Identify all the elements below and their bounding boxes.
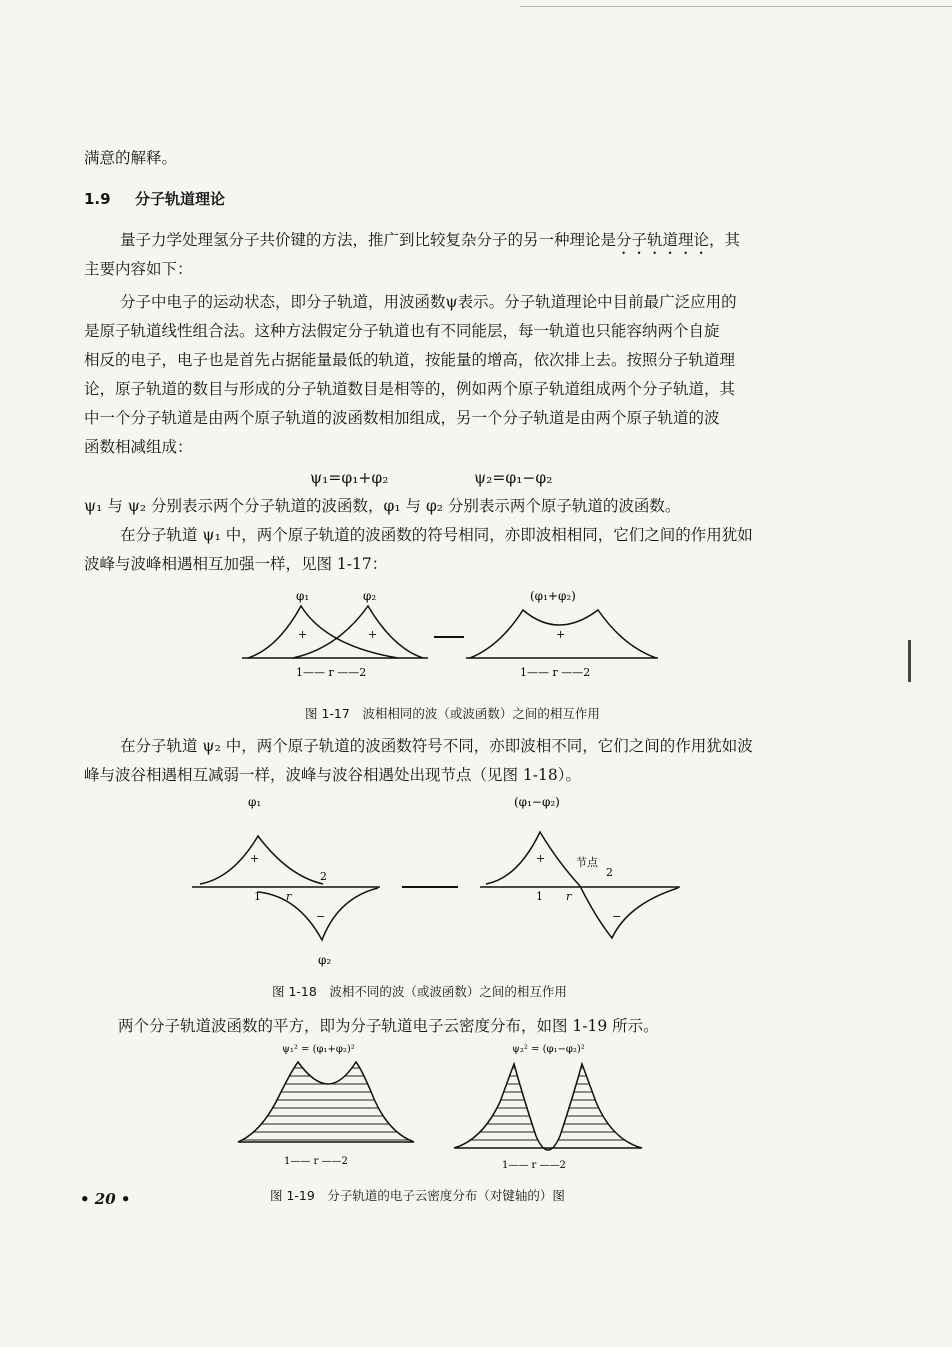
figure-1-18-caption: 图 1-18 波相不同的波（或波函数）之间的相互作用 [272,984,567,999]
wave-phi1 [200,836,323,884]
node-label: 节点 [576,856,598,869]
para1-line2: 主要内容如下： [84,260,193,278]
plus-sign: + [298,628,308,641]
equation-psi2: ψ₂=φ₁−φ₂ [474,469,553,487]
para5-line: 峰与波谷相遇相互减弱一样，波峰与波谷相遇处出现节点（见图 1-18）。 [84,766,582,784]
axis-label: 1—— r ——2 [296,666,367,679]
phi2-label: φ₂ [318,953,332,967]
equation-psi1: ψ₁=φ₁+φ₂ [310,469,389,487]
lead-line: 满意的解释。 [84,149,178,167]
phi1-label: φ₁ [296,589,310,603]
psi2-squared-label: ψ₂² = (φ₁−φ₂)² [512,1044,585,1055]
para2-line: 中一个分子轨道是由两个原子轨道的波函数相加组成，另一个分子轨道是由两个原子轨道的波 [84,409,720,427]
para5-line: 在分子轨道 ψ₂ 中，两个原子轨道的波函数符号不同，亦即波相不同，它们之间的作用犹如波 [120,737,753,755]
top-edge-rule [520,6,952,7]
para2-line: 分子中电子的运动状态，即分子轨道，用波函数ψ表示。分子轨道理论中目前最广泛应用的 [120,293,737,311]
para2-line: 是原子轨道线性组合法。这种方法假定分子轨道也有不同能层，每一轨道也只能容纳两个自旋 [84,322,720,340]
para3: ψ₁ 与 ψ₂ 分别表示两个分子轨道的波函数，φ₁ 与 φ₂ 分别表示两个原子轨道的波函数。 [84,497,681,515]
plus-sign: + [536,852,546,865]
plus-sign: + [250,852,260,865]
wave-phi2 [293,606,423,658]
minus-sign: − [612,910,622,923]
plus-sign: + [556,628,566,641]
density-psi1 [238,1062,414,1142]
para2-line: 论，原子轨道的数目与形成的分子轨道数目是相等的，例如两个原子轨道组成两个分子轨道，其 [84,380,736,398]
figure-1-17 [238,586,678,681]
difference-label: (φ₁−φ₂) [514,795,560,809]
r-label: r [566,890,572,903]
psi1-squared-label: ψ₁² = (φ₁+φ₂)² [282,1044,355,1055]
axis-label: 1—— r ——2 [502,1160,566,1170]
figure-1-18 [188,792,688,970]
section-heading [84,188,225,209]
r-label: r [286,890,292,903]
phi2-label: φ₂ [363,589,377,603]
page-number: • 20 • [80,1190,131,1208]
emphasis-term: 分子轨道理论 [616,231,710,249]
para1-line1 [120,228,740,258]
wave-difference [486,832,678,938]
density-psi2 [454,1064,642,1150]
num-1: 1 [536,890,543,903]
sum-label: (φ₁+φ₂) [530,589,576,603]
section-number: 1.9 [84,190,111,208]
num-2: 2 [606,866,613,879]
para2-line: 相反的电子，电子也是首先占据能量最低的轨道，按能量的增高，依次排上去。按照分子轨道理 [84,351,736,369]
para1-text: 量子力学处理氢分子共价键的方法，推广到比较复杂分子的另一种理论是 [120,231,617,249]
para2-line: 函数相减组成： [84,438,193,456]
para1-text-tail: ，其 [709,231,741,249]
section-title: 分子轨道理论 [135,190,226,208]
figure-1-19-caption: 图 1-19 分子轨道的电子云密度分布（对键轴的）图 [270,1188,565,1203]
num-1: 1 [254,890,261,903]
minus-sign: − [316,910,326,923]
plus-sign: + [368,628,378,641]
para4-line: 在分子轨道 ψ₁ 中，两个原子轨道的波函数的符号相同，亦即波相相同，它们之间的作用犹如 [120,526,753,544]
axis-label: 1—— r ——2 [520,666,591,679]
margin-mark [908,640,911,682]
num-2: 2 [320,870,327,883]
phi1-label: φ₁ [248,795,262,809]
para4-line: 波峰与波峰相遇相互加强一样，见图 1-17： [84,555,388,573]
figure-1-17-caption: 图 1-17 波相相同的波（或波函数）之间的相互作用 [305,706,600,721]
figure-1-19 [232,1040,652,1170]
para6: 两个分子轨道波函数的平方，即为分子轨道电子云密度分布，如图 1-19 所示。 [118,1017,659,1035]
axis-label: 1—— r ——2 [284,1156,348,1167]
